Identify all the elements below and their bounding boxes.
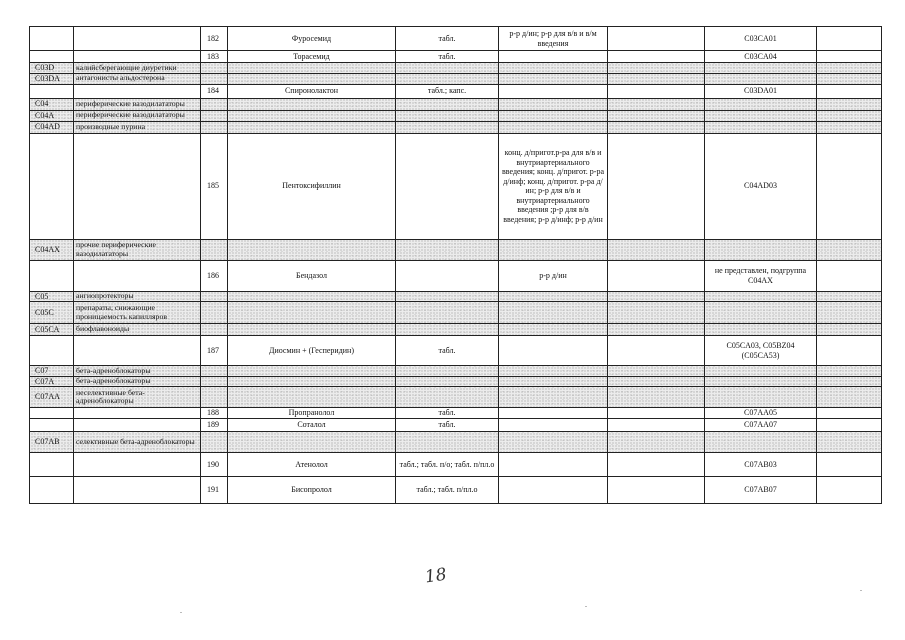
blank-cell: [608, 408, 705, 419]
atc-code-cell: [705, 324, 817, 336]
group-name-cell: [74, 84, 201, 98]
atc-code-cell: C03DA01: [705, 84, 817, 98]
note-cell: [817, 419, 882, 432]
blank-cell: [608, 110, 705, 121]
dosage-form-injection-cell: [499, 453, 608, 477]
blank-cell: [608, 133, 705, 239]
group-name-cell: [74, 260, 201, 291]
number-cell: [201, 376, 228, 387]
number-cell: 182: [201, 27, 228, 51]
group-row: [30, 63, 882, 74]
group-row: [30, 302, 882, 324]
atc-code-cell: [705, 98, 817, 110]
atc-code-cell: [705, 366, 817, 377]
group-name-cell: бета-адреноблокаторы: [74, 376, 201, 387]
blank-cell: [608, 302, 705, 324]
dosage-form-cell: [396, 98, 499, 110]
atc-code-cell: [705, 302, 817, 324]
page-number: 18: [423, 564, 448, 588]
dosage-form-injection-cell: [499, 432, 608, 453]
note-cell: [817, 73, 882, 84]
drug-row: [30, 477, 882, 504]
drug-row: [30, 84, 882, 98]
note-cell: [817, 324, 882, 336]
atc-code-cell: [705, 432, 817, 453]
group-name-cell: периферические вазодилататоры: [74, 98, 201, 110]
blank-cell: [608, 366, 705, 377]
drug-name-cell: Пентоксифиллин: [228, 133, 396, 239]
dosage-form-injection-cell: [499, 419, 608, 432]
drug-name-cell: [228, 98, 396, 110]
code-cell: C04AD: [30, 121, 74, 133]
code-cell: C03D: [30, 63, 74, 74]
dosage-form-injection-cell: [499, 376, 608, 387]
dosage-form-injection-cell: [499, 51, 608, 63]
atc-code-cell: [705, 73, 817, 84]
drug-row: [30, 408, 882, 419]
dosage-form-injection-cell: р-р д/ин: [499, 260, 608, 291]
dosage-form-cell: табл.; табл. п/о; табл. п/пл.о: [396, 453, 499, 477]
note-cell: [817, 376, 882, 387]
note-cell: [817, 63, 882, 74]
number-cell: [201, 291, 228, 302]
group-name-cell: препараты, снижающие проницаемость капилляров: [74, 302, 201, 324]
blank-cell: [608, 432, 705, 453]
dosage-form-injection-cell: конц. д/пригот.р-ра для в/в и внутриартериального введения; конц. д/пригот. р-ра д/инф; конц. д/пригот. р-ра д/ин; р-р для в/в и внутриартериального введения ;р-р для в/в введения; р-р д/инф; р-р д/ин: [499, 133, 608, 239]
group-name-cell: [74, 408, 201, 419]
group-name-cell: селективные бета-адреноблокаторы: [74, 432, 201, 453]
drug-name-cell: Бендазол: [228, 260, 396, 291]
atc-code-cell: C03CA04: [705, 51, 817, 63]
group-row: [30, 98, 882, 110]
number-cell: [201, 432, 228, 453]
note-cell: [817, 432, 882, 453]
blank-cell: [608, 63, 705, 74]
dosage-form-injection-cell: [499, 110, 608, 121]
number-cell: 186: [201, 260, 228, 291]
number-cell: 184: [201, 84, 228, 98]
drug-name-cell: Соталол: [228, 419, 396, 432]
group-row: [30, 366, 882, 377]
drug-row: [30, 27, 882, 51]
atc-code-cell: C07AB07: [705, 477, 817, 504]
group-name-cell: [74, 419, 201, 432]
code-cell: C03DA: [30, 73, 74, 84]
drug-name-cell: Бисопролол: [228, 477, 396, 504]
atc-code-cell: [705, 376, 817, 387]
scan-speck: [585, 606, 587, 607]
note-cell: [817, 336, 882, 366]
drug-name-cell: Диосмин + (Гесперидин): [228, 336, 396, 366]
drug-name-cell: [228, 121, 396, 133]
group-row: [30, 291, 882, 302]
code-cell: C07AA: [30, 387, 74, 408]
group-name-cell: прочие периферические вазодилататоры: [74, 239, 201, 260]
drug-name-cell: Фуросемид: [228, 27, 396, 51]
note-cell: [817, 291, 882, 302]
dosage-form-cell: табл.; табл. п/пл.о: [396, 477, 499, 504]
code-cell: C04AX: [30, 239, 74, 260]
code-cell: [30, 336, 74, 366]
code-cell: C07AB: [30, 432, 74, 453]
group-row: [30, 432, 882, 453]
dosage-form-cell: табл.: [396, 419, 499, 432]
atc-code-cell: [705, 63, 817, 74]
atc-code-cell: C07AB03: [705, 453, 817, 477]
note-cell: [817, 408, 882, 419]
blank-cell: [608, 260, 705, 291]
group-name-cell: производные пурина: [74, 121, 201, 133]
note-cell: [817, 239, 882, 260]
group-row: [30, 376, 882, 387]
atc-code-cell: C07AA07: [705, 419, 817, 432]
group-row: [30, 110, 882, 121]
drug-name-cell: [228, 110, 396, 121]
number-cell: [201, 302, 228, 324]
drug-name-cell: Торасемид: [228, 51, 396, 63]
dosage-form-cell: [396, 260, 499, 291]
group-name-cell: [74, 27, 201, 51]
drug-name-cell: [228, 376, 396, 387]
number-cell: [201, 239, 228, 260]
group-name-cell: неселективные бета-адреноблокаторы: [74, 387, 201, 408]
note-cell: [817, 51, 882, 63]
dosage-form-cell: [396, 302, 499, 324]
group-name-cell: ангиопротекторы: [74, 291, 201, 302]
group-name-cell: [74, 336, 201, 366]
dosage-form-cell: [396, 366, 499, 377]
atc-code-cell: не представлен, подгруппа C04AX: [705, 260, 817, 291]
number-cell: [201, 73, 228, 84]
number-cell: [201, 324, 228, 336]
dosage-form-cell: табл.: [396, 408, 499, 419]
blank-cell: [608, 336, 705, 366]
code-cell: [30, 260, 74, 291]
dosage-form-injection-cell: [499, 121, 608, 133]
drug-name-cell: [228, 63, 396, 74]
group-name-cell: бета-адреноблокаторы: [74, 366, 201, 377]
code-cell: C07: [30, 366, 74, 377]
scan-speck: [180, 612, 182, 613]
code-cell: C05: [30, 291, 74, 302]
dosage-form-cell: табл.: [396, 27, 499, 51]
note-cell: [817, 477, 882, 504]
note-cell: [817, 260, 882, 291]
blank-cell: [608, 121, 705, 133]
number-cell: [201, 63, 228, 74]
dosage-form-injection-cell: [499, 98, 608, 110]
drug-name-cell: [228, 366, 396, 377]
code-cell: [30, 51, 74, 63]
dosage-form-cell: [396, 432, 499, 453]
dosage-form-cell: [396, 387, 499, 408]
dosage-form-injection-cell: [499, 408, 608, 419]
dosage-form-injection-cell: [499, 291, 608, 302]
drug-name-cell: [228, 302, 396, 324]
code-cell: C05CA: [30, 324, 74, 336]
group-name-cell: калийсберегающие диуретики: [74, 63, 201, 74]
dosage-form-cell: [396, 63, 499, 74]
dosage-form-injection-cell: [499, 84, 608, 98]
atc-code-cell: [705, 387, 817, 408]
drug-row: [30, 133, 882, 239]
group-name-cell: [74, 51, 201, 63]
dosage-form-cell: [396, 376, 499, 387]
blank-cell: [608, 453, 705, 477]
dosage-form-injection-cell: [499, 63, 608, 74]
code-cell: C07A: [30, 376, 74, 387]
atc-code-cell: C04AD03: [705, 133, 817, 239]
code-cell: C05C: [30, 302, 74, 324]
blank-cell: [608, 376, 705, 387]
dosage-form-cell: [396, 121, 499, 133]
code-cell: [30, 477, 74, 504]
dosage-form-cell: табл.: [396, 336, 499, 366]
dosage-form-cell: [396, 291, 499, 302]
number-cell: 183: [201, 51, 228, 63]
group-name-cell: [74, 477, 201, 504]
drug-row: [30, 453, 882, 477]
drug-name-cell: Пропранолол: [228, 408, 396, 419]
blank-cell: [608, 419, 705, 432]
note-cell: [817, 387, 882, 408]
blank-cell: [608, 84, 705, 98]
medicines-table: [29, 26, 882, 504]
code-cell: C04: [30, 98, 74, 110]
dosage-form-cell: табл.; капс.: [396, 84, 499, 98]
group-row: [30, 387, 882, 408]
group-name-cell: периферические вазодилататоры: [74, 110, 201, 121]
atc-code-cell: [705, 121, 817, 133]
number-cell: [201, 110, 228, 121]
note-cell: [817, 121, 882, 133]
number-cell: [201, 121, 228, 133]
atc-code-cell: C03CA01: [705, 27, 817, 51]
dosage-form-injection-cell: [499, 336, 608, 366]
atc-code-cell: [705, 110, 817, 121]
blank-cell: [608, 73, 705, 84]
blank-cell: [608, 291, 705, 302]
blank-cell: [608, 98, 705, 110]
group-row: [30, 324, 882, 336]
note-cell: [817, 110, 882, 121]
note-cell: [817, 453, 882, 477]
drug-name-cell: [228, 291, 396, 302]
scan-speck: [860, 590, 862, 591]
note-cell: [817, 27, 882, 51]
dosage-form-injection-cell: [499, 477, 608, 504]
group-name-cell: антагонисты альдостерона: [74, 73, 201, 84]
code-cell: C04A: [30, 110, 74, 121]
dosage-form-injection-cell: р-р д/ин; р-р для в/в и в/м введения: [499, 27, 608, 51]
number-cell: 190: [201, 453, 228, 477]
code-cell: [30, 27, 74, 51]
dosage-form-injection-cell: [499, 387, 608, 408]
drug-name-cell: [228, 387, 396, 408]
number-cell: 185: [201, 133, 228, 239]
group-row: [30, 239, 882, 260]
drug-name-cell: [228, 432, 396, 453]
code-cell: [30, 84, 74, 98]
number-cell: [201, 366, 228, 377]
dosage-form-cell: [396, 110, 499, 121]
dosage-form-injection-cell: [499, 366, 608, 377]
drug-row: [30, 260, 882, 291]
blank-cell: [608, 324, 705, 336]
dosage-form-cell: [396, 73, 499, 84]
dosage-form-injection-cell: [499, 302, 608, 324]
note-cell: [817, 84, 882, 98]
blank-cell: [608, 477, 705, 504]
group-name-cell: биофлавоноиды: [74, 324, 201, 336]
blank-cell: [608, 51, 705, 63]
blank-cell: [608, 239, 705, 260]
note-cell: [817, 302, 882, 324]
dosage-form-injection-cell: [499, 239, 608, 260]
drug-row: [30, 419, 882, 432]
drug-row: [30, 336, 882, 366]
group-row: [30, 73, 882, 84]
drug-name-cell: Атенолол: [228, 453, 396, 477]
dosage-form-cell: [396, 324, 499, 336]
drug-name-cell: [228, 239, 396, 260]
dosage-form-injection-cell: [499, 324, 608, 336]
dosage-form-cell: [396, 133, 499, 239]
drug-name-cell: [228, 324, 396, 336]
blank-cell: [608, 387, 705, 408]
number-cell: 188: [201, 408, 228, 419]
number-cell: 187: [201, 336, 228, 366]
number-cell: 191: [201, 477, 228, 504]
drug-name-cell: [228, 73, 396, 84]
number-cell: [201, 387, 228, 408]
note-cell: [817, 133, 882, 239]
group-row: [30, 121, 882, 133]
code-cell: [30, 133, 74, 239]
group-name-cell: [74, 133, 201, 239]
dosage-form-cell: [396, 239, 499, 260]
group-name-cell: [74, 453, 201, 477]
dosage-form-injection-cell: [499, 73, 608, 84]
code-cell: [30, 419, 74, 432]
drug-name-cell: Спиронолактон: [228, 84, 396, 98]
atc-code-cell: C07AA05: [705, 408, 817, 419]
number-cell: [201, 98, 228, 110]
note-cell: [817, 366, 882, 377]
code-cell: [30, 453, 74, 477]
number-cell: 189: [201, 419, 228, 432]
code-cell: [30, 408, 74, 419]
blank-cell: [608, 27, 705, 51]
atc-code-cell: C05CA03, C05BZ04 (C05CA53): [705, 336, 817, 366]
drug-row: [30, 51, 882, 63]
note-cell: [817, 98, 882, 110]
atc-code-cell: [705, 291, 817, 302]
dosage-form-cell: табл.: [396, 51, 499, 63]
atc-code-cell: [705, 239, 817, 260]
